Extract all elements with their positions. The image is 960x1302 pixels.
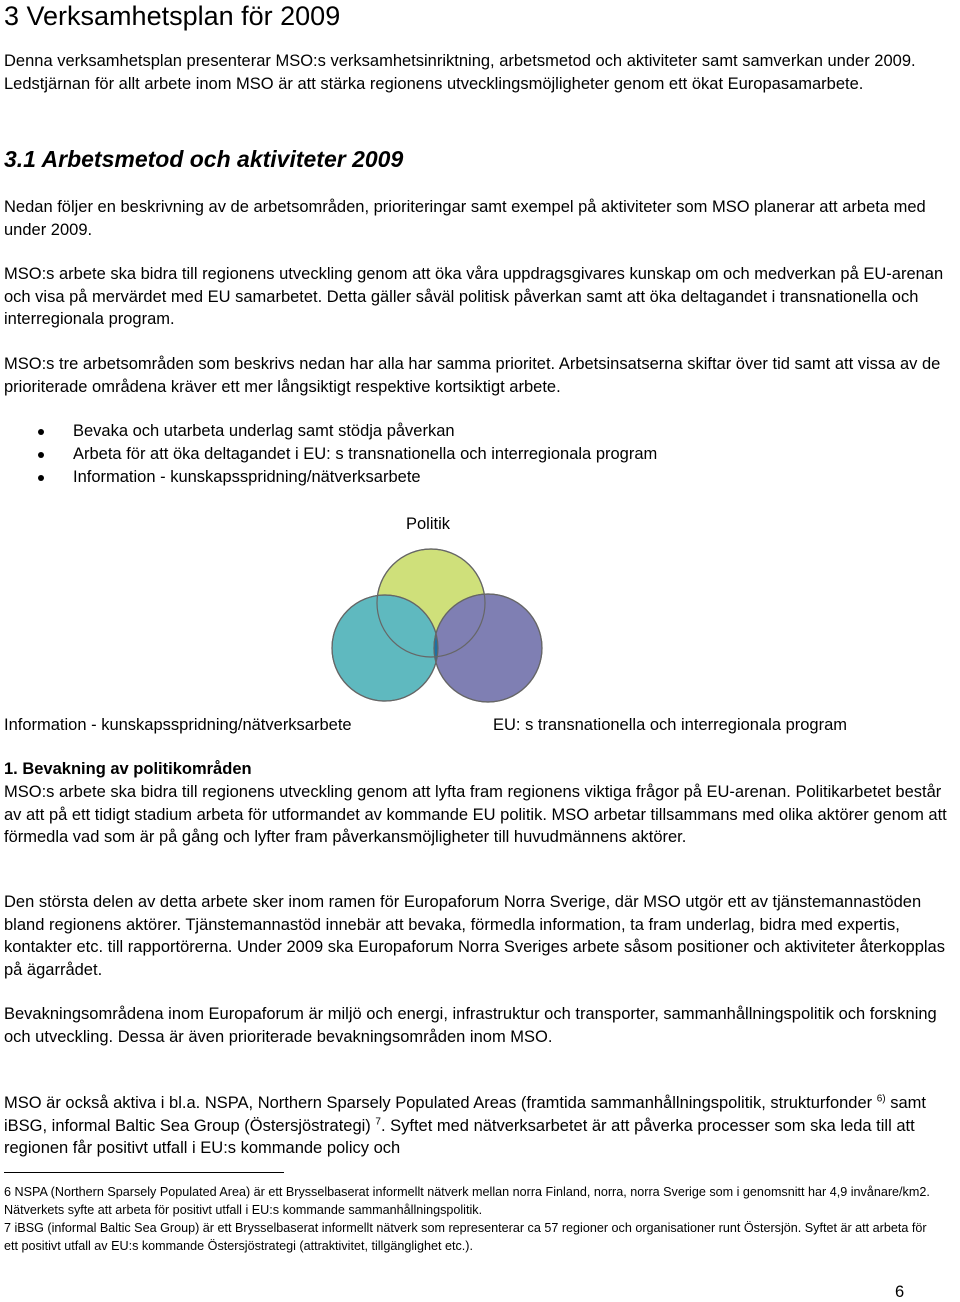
bullet-icon xyxy=(38,429,44,435)
section-paragraph-4: MSO är också aktiva i bl.a. NSPA, Northern Sparsely Populated Areas (framtida sammanhållningspolitik, strukturfonder $^{6)}$ samt iBSG, informal Baltic Sea Group (Östersjöstrategi) $^7$. Syftet med nätverksarbetet är att påverka processer som ska leda till att regionen får positivt utfall i EU:s kommande policy och xyxy=(4,1093,926,1157)
paragraph-2: MSO:s arbete ska bidra till regionens utveckling genom att öka våra uppdragsgivares kunskap om och medverkan på EU-arenan och visa på mervärdet med EU samarbetet. Detta gäller såväl politisk påverkan samt att öka deltagandet i transnationella och interregionala program. xyxy=(4,265,944,328)
bullet-icon xyxy=(38,452,44,458)
page-heading: 3 Verksamhetsplan för 2009 xyxy=(4,1,341,31)
paragraph-3: MSO:s tre arbetsområden som beskrivs nedan har alla har samma prioritet. Arbetsinsatserna skiftar över tid samt att vissa av de prioriterade områdena kräver ett mer långsiktigt respektive kortsiktigt arbete. xyxy=(4,355,941,396)
bullet-icon xyxy=(38,475,44,481)
venn-label-information: Information - kunskapsspridning/nätverksarbete xyxy=(4,716,352,734)
list-item: Information - kunskapsspridning/nätverksarbete xyxy=(0,466,960,489)
section-paragraph-2: Den största delen av detta arbete sker inom ramen för Europaforum Norra Sverige, där MSO utgör ett av tjänstemannastöden bland regionens aktörer. Tjänstemannastöd innebär att bevaka, förmedla information, ta fram underlag, bidra med expertis, kontakter etc. till rapportörerna. Under 2009 ska Europaforum Norra Sveriges arbete såsom positioner och aktiviteter återkopplas på ägarrådet. xyxy=(4,893,945,979)
paragraph-1: Nedan följer en beskrivning av de arbetsområden, prioriteringar samt exempel på aktiviteter som MSO planerar att arbeta med under 2009. xyxy=(4,198,926,239)
footnote-ref-6: 6) xyxy=(876,1093,886,1105)
list-item: Arbeta för att öka deltagandet i EU: s transnationella och interregionala program xyxy=(0,443,960,466)
venn-circle-information xyxy=(332,595,438,701)
section-paragraph-3: Bevakningsområdena inom Europaforum är miljö och energi, infrastruktur och transporter, sammanhållningspolitik och forskning och utveckling. Dessa är även prioriterade bevakningsområden inom MSO. xyxy=(4,1005,937,1046)
footnote-6: 6 NSPA (Northern Sparsely Populated Area) är ett Brysselbaserat informellt nätverk mellan norra Finland, norra, norra Sverige som i genomsnitt har 4,9 invånare/km2. Nätverkets syfte att arbeta för positivt utfall i EU:s kommande sammanhållningspolitik. xyxy=(4,1185,930,1217)
section-title: 1. Bevakning av politikområden xyxy=(4,760,252,778)
page-number: 6 xyxy=(895,1283,905,1301)
subheading: 3.1 Arbetsmetod och aktiviteter 2009 xyxy=(4,146,404,172)
footnote-divider xyxy=(4,1172,284,1173)
footnote-7: 7 iBSG (informal Baltic Sea Group) är ett Brysselbaserat informellt nätverk som representerar ca 57 regioner och organisationer runt Östersjön. Syftet är att arbeta för ett positivt utfall av EU:s kommande Östersjöstrategi (attraktivitet, tillgänglighet etc.). xyxy=(4,1221,927,1253)
section-paragraph-1: MSO:s arbete ska bidra till regionens utveckling genom att lyfta fram regionens viktiga frågor på EU-arenan. Politikarbetet består av att på ett tidigt stadium arbeta för utformandet av kommande EU politik. MSO arbetar tillsammans med olika aktörer genom att förmedla vad som är på gång och lyfter fram påverkansmöjligheter till huvudmännens aktörer. xyxy=(4,783,947,846)
venn-circle-politik xyxy=(377,549,485,657)
venn-overlap xyxy=(434,594,542,702)
footnote-ref-7: 7 xyxy=(375,1116,381,1127)
venn-label-eu-program: EU: s transnationella och interregionala program xyxy=(493,716,848,734)
list-item: Bevaka och utarbeta underlag samt stödja påverkan xyxy=(0,420,960,443)
intro-paragraph: Denna verksamhetsplan presenterar MSO:s verksamhetsinriktning, arbetsmetod och aktiviteter samt samverkan under 2009. Ledstjärnan för allt arbete inom MSO är att stärka regionens utvecklingsmöjligheter genom ett ökat Europasamarbete. xyxy=(4,52,916,93)
venn-circle-eu-program xyxy=(434,594,542,702)
venn-label-politik: Politik xyxy=(406,515,451,533)
bullet-list xyxy=(0,420,960,489)
